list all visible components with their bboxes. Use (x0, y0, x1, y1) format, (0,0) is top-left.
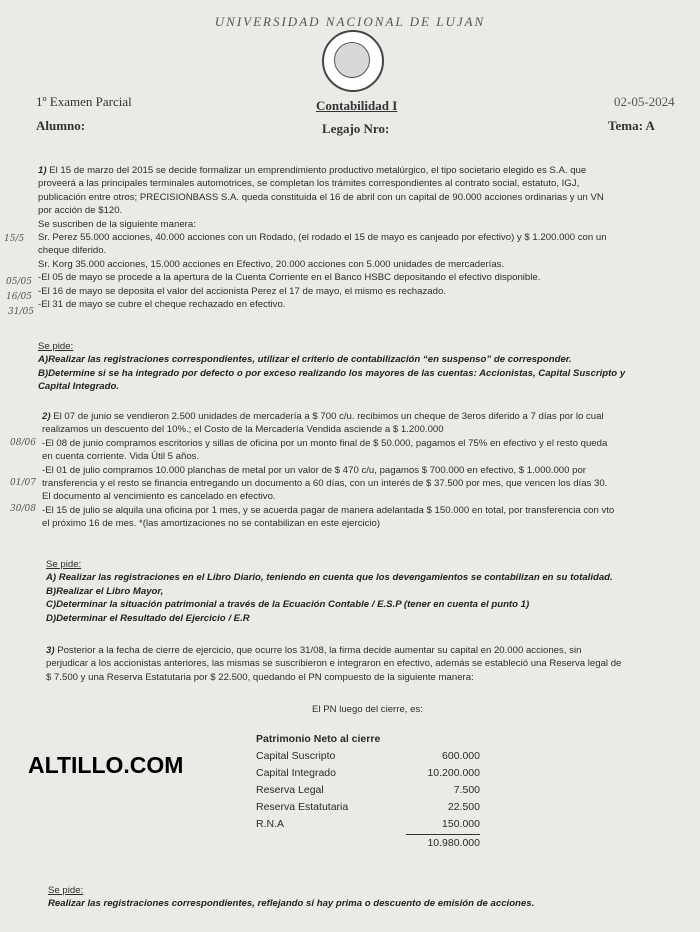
q3-asks: Se pide: Realizar las registraciones correspondientes, reflejando si hay prima o descuento de emisión de acciones. (48, 884, 688, 911)
q1-intro: 1) El 15 de marzo del 2015 se decide formalizar un emprendimiento productivo metalúrgico, el tipo societario elegido es S.A. que proveerá a las principales terminales automotrices, se completan los trámites correspondientes al contrato social, estatuto, IGJ, publicación entre otros; PRECISIONBASS S.A. queda constituida el 16 de abril con un capital de 90.000 acciones ordinarias y un VN por acción de $120. Se suscriben de la siguiente manera: Sr. Perez 55.000 acciones, 40.000 acciones con un Rodado, (el rodado el 15 de mayo es canjeado por efectivo) y $ 1.200.000 con un cheque diferido. Sr. Korg 35.000 acciones, 15.000 acciones en Efectivo, 20.000 acciones con 5.000 unidades de mercaderías. -El 05 de mayo se procede a la apertura de la Cuenta Corriente en el Banco HSBC depositando el efectivo disponible. -El 16 de mayo se deposita el valor del accionista Perez el 17 de mayo, el mismo es rechazado. -El 31 de mayo se cubre el cheque rechazado en efectivo. (38, 164, 678, 311)
margin-note: 01/07 (10, 478, 36, 488)
university-name: UNIVERSIDAD NACIONAL DE LUJAN (214, 14, 486, 29)
pn-total-row: 10.980.000 (427, 837, 480, 849)
pn-title: Patrimonio Neto al cierre (256, 733, 381, 745)
tema-label: Tema: A (608, 118, 655, 133)
margin-note: 05/05 (6, 277, 32, 287)
exam-title: 1º Examen Parcial (36, 94, 132, 109)
q1-korg: Sr. Korg 35.000 acciones, 15.000 acciones en Efectivo, 20.000 acciones con 5.000 unidades de mercaderías. (38, 258, 505, 270)
margin-note: 16/05 (6, 292, 32, 302)
margin-note: 08/06 (10, 438, 36, 448)
pn-row: Capital Integrado 10.200.000 (256, 767, 480, 779)
margin-note: 31/05 (8, 307, 34, 317)
q1-asks: Se pide: A)Realizar las registraciones correspondientes, utilizar el criterio de contabilización “en suspenso” de corresponder. B)Determine si se ha integrado por defecto o por exceso realizando los mayores de las cuentas: Accionistas, Capital Suscripto y Capital Integrado. (38, 340, 688, 394)
margin-note: 30/08 (10, 504, 36, 514)
q3-se-pide: Se pide: (48, 885, 84, 896)
pn-table (256, 730, 480, 852)
q1-subscribe: Se suscriben de la siguiente manera: (38, 218, 196, 230)
student-label: Alumno: (36, 118, 86, 133)
margin-note: 15/5 (4, 234, 25, 244)
pn-row: Capital Suscripto 600.000 (256, 750, 480, 762)
subject-title: Contabilidad I (316, 98, 398, 113)
pn-row: R.N.A 150.000 (256, 818, 480, 830)
exam-date: 02-05-2024 (614, 94, 675, 109)
q1-se-pide: Se pide: (38, 341, 74, 352)
q2-asks: Se pide: A) Realizar las registraciones en el Libro Diario, teniendo en cuenta que los devengamientos se contabilizan en su totalidad. B)Realizar el Libro Mayor, C)Determinar la situación patrimonial a través de la Ecuación Contable / E.S.P (tener en cuenta el punto 1) D)Determinar el Resultado del Ejercicio / E.R (46, 558, 686, 625)
legajo-label: Legajo Nro: (322, 121, 390, 136)
q3-text: 3) Posterior a la fecha de cierre de ejercicio, que ocurre los 31/08, la firma decide aumentar su capital en 20.000 acciones, sin perjudicar a los accionistas anteriores, las mismas se suscribieron e integraron en efectivo, además se estableció una Reserva legal de $ 7.500 y una Reserva Estatutaria por $ 22.500, quedando el PN compuesto de la siguiente manera: (46, 645, 622, 683)
q2-text: 2) El 07 de junio se vendieron 2.500 unidades de mercadería a $ 700 c/u. recibimos un cheque de 3eros diferido a 7 días por lo cual realizamos un descuento del 10%.; el Costo de la Mercadería Vendida asciende a $ 1.200.000 -El 08 de junio compramos escritorios y sillas de oficina por un monto final de $ 50.000, pagamos el 75% en efectivo y el resto queda en cuenta corriente. Vida Útil 5 años. -El 01 de julio compramos 10.000 planchas de metal por un valor de $ 470 c/u, pagamos $ 700.000 en efectivo, $ 1.000.000 por transferencia y el resto se financia entregando un documento a 60 días, con un interés de $ 37.500 por mes, que vencen los días 30. El documento al vencimiento es cancelado en efectivo. -El 15 de julio se alquila una oficina por 1 mes, y se acuerda pagar de manera adelantada $ 150.000 en total, por transferencia con vto el próximo 16 de mes. *(las amortizaciones no se contabilizan en este ejercicio) (42, 411, 615, 530)
q2-number: 2) (42, 411, 51, 422)
pn-row: Reserva Legal 7.500 (256, 784, 480, 796)
university-seal (322, 30, 384, 92)
pn-intro: El PN luego del cierre, es: (312, 704, 423, 715)
pn-row: Reserva Estatutaria 22.500 (256, 801, 480, 813)
q3-number: 3) (46, 645, 55, 656)
q2-se-pide: Se pide: (46, 559, 82, 570)
q1-number: 1) (38, 165, 47, 176)
altillo-watermark: ALTILLO.COM (28, 752, 184, 778)
